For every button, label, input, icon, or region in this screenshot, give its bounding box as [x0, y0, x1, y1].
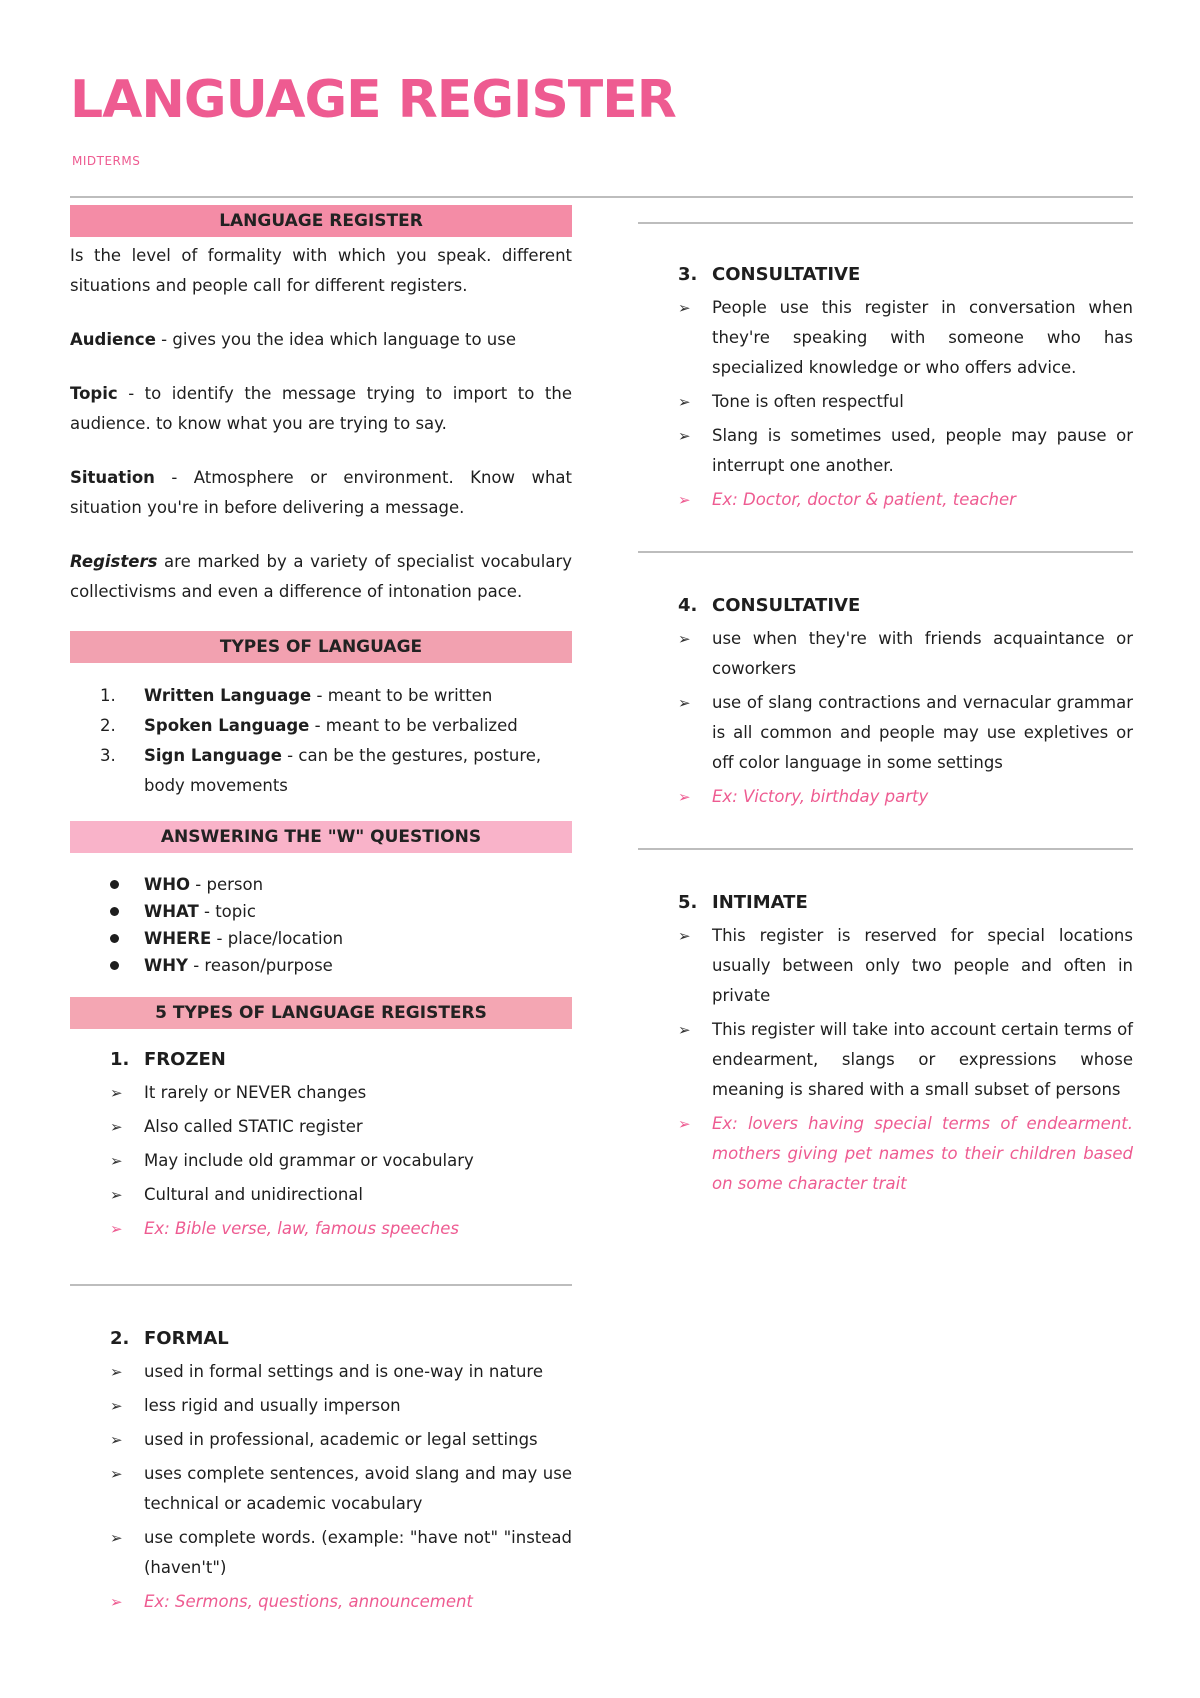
- arrow-bullet-icon: ➢: [110, 1220, 123, 1238]
- list-item: [678, 421, 1133, 481]
- list-item: [100, 681, 572, 711]
- bullet-icon: [110, 934, 119, 943]
- arrow-bullet-icon: ➢: [678, 1021, 691, 1039]
- arrow-bullet-icon: ➢: [678, 788, 691, 806]
- register-casual: [638, 591, 1133, 812]
- register-number: 3.: [678, 264, 698, 285]
- list-number: 1.: [100, 686, 116, 705]
- list-text: People use this register in conversation when they're speaking with someone who has specialized knowledge or who offers advice.: [712, 298, 1133, 377]
- list-item: [678, 1015, 1133, 1105]
- list-number: 2.: [100, 716, 116, 735]
- arrow-bullet-icon: ➢: [110, 1084, 123, 1102]
- list-text: uses complete sentences, avoid slang and may use technical or academic vocabulary: [144, 1464, 572, 1513]
- right-column: [638, 222, 1133, 1203]
- list-item: [110, 1391, 572, 1421]
- example-text: Ex: Bible verse, law, famous speeches: [144, 1219, 459, 1238]
- bullet-icon: [110, 907, 119, 916]
- left-column: [70, 205, 572, 1621]
- list-term: Sign Language: [144, 746, 282, 765]
- list-text: This register will take into account certain terms of endearment, slangs or expressions whose meaning is shared with a small subset of persons: [712, 1020, 1133, 1099]
- list-text: - meant to be verbalized: [309, 716, 518, 735]
- register-frozen: [70, 1045, 572, 1244]
- register-heading: [70, 1324, 572, 1354]
- list-item: [678, 688, 1133, 778]
- register-points: [70, 1357, 572, 1617]
- section-band-w-questions: ANSWERING THE "W" QUESTIONS: [70, 821, 572, 853]
- arrow-bullet-icon: ➢: [678, 927, 691, 945]
- audience-text: - gives you the idea which language to use: [155, 330, 517, 349]
- list-text: - can be the gestures, posture, body movements: [144, 746, 542, 795]
- arrow-bullet-icon: ➢: [678, 491, 691, 509]
- register-number: 2.: [110, 1328, 130, 1349]
- example-item: [110, 1214, 572, 1244]
- list-term: WHAT: [144, 902, 199, 921]
- types-of-language-list: [100, 681, 572, 801]
- list-text: - meant to be written: [311, 686, 493, 705]
- register-points: [638, 921, 1133, 1199]
- arrow-bullet-icon: ➢: [110, 1186, 123, 1204]
- register-intimate: [638, 888, 1133, 1199]
- situation-text: - Atmosphere or environment. Know what situation you're in before delivering a message.: [70, 468, 572, 517]
- section-band-language-register: LANGUAGE REGISTER: [70, 205, 572, 237]
- list-term: WHERE: [144, 929, 212, 948]
- list-item: [100, 711, 572, 741]
- arrow-bullet-icon: ➢: [678, 630, 691, 648]
- page-subtitle: MIDTERMS: [72, 154, 141, 168]
- situation-paragraph: [70, 463, 572, 523]
- arrow-bullet-icon: ➢: [678, 393, 691, 411]
- list-item: [110, 1523, 572, 1583]
- list-text: - person: [190, 875, 264, 894]
- list-text: less rigid and usually imperson: [144, 1396, 401, 1415]
- list-term: WHO: [144, 875, 191, 894]
- section-divider: [70, 1284, 572, 1286]
- example-item: [678, 1109, 1133, 1199]
- register-title: CONSULTATIVE: [712, 264, 861, 285]
- register-title: FORMAL: [144, 1328, 229, 1349]
- arrow-bullet-icon: ➢: [678, 694, 691, 712]
- section-divider: [638, 222, 1133, 224]
- list-term: WHY: [144, 956, 188, 975]
- list-item: [110, 1425, 572, 1455]
- list-text: - topic: [198, 902, 256, 921]
- list-text: Cultural and unidirectional: [144, 1185, 364, 1204]
- topic-text: - to identify the message trying to import to the audience. to know what you are trying to say.: [70, 384, 572, 433]
- arrow-bullet-icon: ➢: [110, 1431, 123, 1449]
- registers-paragraph: [70, 547, 572, 607]
- list-item: [110, 1459, 572, 1519]
- list-item: [110, 1357, 572, 1387]
- arrow-bullet-icon: ➢: [110, 1363, 123, 1381]
- example-item: [110, 1587, 572, 1617]
- register-consultative: [638, 260, 1133, 515]
- register-number: 1.: [110, 1049, 130, 1070]
- registers-text: are marked by a variety of specialist vocabulary collectivisms and even a difference of intonation pace.: [70, 552, 572, 601]
- list-text: This register is reserved for special locations usually between only two people and often in private: [712, 926, 1133, 1005]
- section-divider: [638, 848, 1133, 850]
- section-divider: [638, 551, 1133, 553]
- list-item: [678, 921, 1133, 1011]
- list-number: 3.: [100, 746, 116, 765]
- list-item: [110, 871, 572, 898]
- bullet-icon: [110, 961, 119, 970]
- top-divider: [70, 196, 1133, 198]
- topic-term: Topic: [70, 384, 118, 403]
- audience-term: Audience: [70, 330, 156, 349]
- list-text: Tone is often respectful: [712, 392, 904, 411]
- register-points: [638, 624, 1133, 812]
- register-heading: [638, 591, 1133, 621]
- list-item: [100, 741, 572, 801]
- list-text: - reason/purpose: [187, 956, 333, 975]
- arrow-bullet-icon: ➢: [678, 299, 691, 317]
- example-text: Ex: Doctor, doctor & patient, teacher: [712, 490, 1016, 509]
- register-number: 5.: [678, 892, 698, 913]
- example-text: Ex: Victory, birthday party: [712, 787, 929, 806]
- register-points: [638, 293, 1133, 515]
- list-text: used in professional, academic or legal settings: [144, 1430, 538, 1449]
- example-text: Ex: lovers having special terms of endearment. mothers giving pet names to their children based on some character trait: [712, 1114, 1133, 1193]
- register-title: CONSULTATIVE: [712, 595, 861, 616]
- list-text: - place/location: [211, 929, 344, 948]
- list-item: [110, 925, 572, 952]
- arrow-bullet-icon: ➢: [110, 1118, 123, 1136]
- arrow-bullet-icon: ➢: [110, 1465, 123, 1483]
- list-item: [110, 1078, 572, 1108]
- list-text: use of slang contractions and vernacular grammar is all common and people may use expletives or off color language in some settings: [712, 693, 1133, 772]
- register-formal: [70, 1324, 572, 1617]
- arrow-bullet-icon: ➢: [110, 1397, 123, 1415]
- topic-paragraph: [70, 379, 572, 439]
- list-item: [110, 952, 572, 979]
- register-heading: [70, 1045, 572, 1075]
- example-text: Ex: Sermons, questions, announcement: [144, 1592, 473, 1611]
- audience-paragraph: [70, 325, 572, 355]
- arrow-bullet-icon: ➢: [110, 1152, 123, 1170]
- example-item: [678, 485, 1133, 515]
- register-title: INTIMATE: [712, 892, 808, 913]
- section-band-types-of-language: TYPES OF LANGUAGE: [70, 631, 572, 663]
- list-item: [678, 293, 1133, 383]
- arrow-bullet-icon: ➢: [110, 1529, 123, 1547]
- arrow-bullet-icon: ➢: [678, 1115, 691, 1133]
- list-item: [110, 1180, 572, 1210]
- list-text: Also called STATIC register: [144, 1117, 363, 1136]
- registers-term: Registers: [70, 552, 158, 571]
- list-term: Spoken Language: [144, 716, 310, 735]
- register-heading: [638, 888, 1133, 918]
- section-band-5-types: 5 TYPES OF LANGUAGE REGISTERS: [70, 997, 572, 1029]
- list-item: [110, 1146, 572, 1176]
- register-number: 4.: [678, 595, 698, 616]
- register-heading: [638, 260, 1133, 290]
- arrow-bullet-icon: ➢: [678, 427, 691, 445]
- list-text: Slang is sometimes used, people may pause or interrupt one another.: [712, 426, 1133, 475]
- list-item: [110, 898, 572, 925]
- page-title: LANGUAGE REGISTER: [70, 70, 676, 130]
- register-title: FROZEN: [144, 1049, 226, 1070]
- list-text: use complete words. (example: "have not" "instead (haven't"): [144, 1528, 572, 1577]
- situation-term: Situation: [70, 468, 155, 487]
- w-questions-list: [110, 871, 572, 979]
- list-text: It rarely or NEVER changes: [144, 1083, 367, 1102]
- list-text: used in formal settings and is one-way in nature: [144, 1362, 544, 1381]
- list-item: [678, 624, 1133, 684]
- arrow-bullet-icon: ➢: [110, 1593, 123, 1611]
- list-item: [110, 1112, 572, 1142]
- list-text: May include old grammar or vocabulary: [144, 1151, 474, 1170]
- list-term: Written Language: [144, 686, 312, 705]
- list-text: use when they're with friends acquaintance or coworkers: [712, 629, 1133, 678]
- intro-paragraph: Is the level of formality with which you speak. different situations and people call for different registers.: [70, 246, 572, 295]
- example-item: [678, 782, 1133, 812]
- list-item: [678, 387, 1133, 417]
- bullet-icon: [110, 880, 119, 889]
- register-points: [70, 1078, 572, 1244]
